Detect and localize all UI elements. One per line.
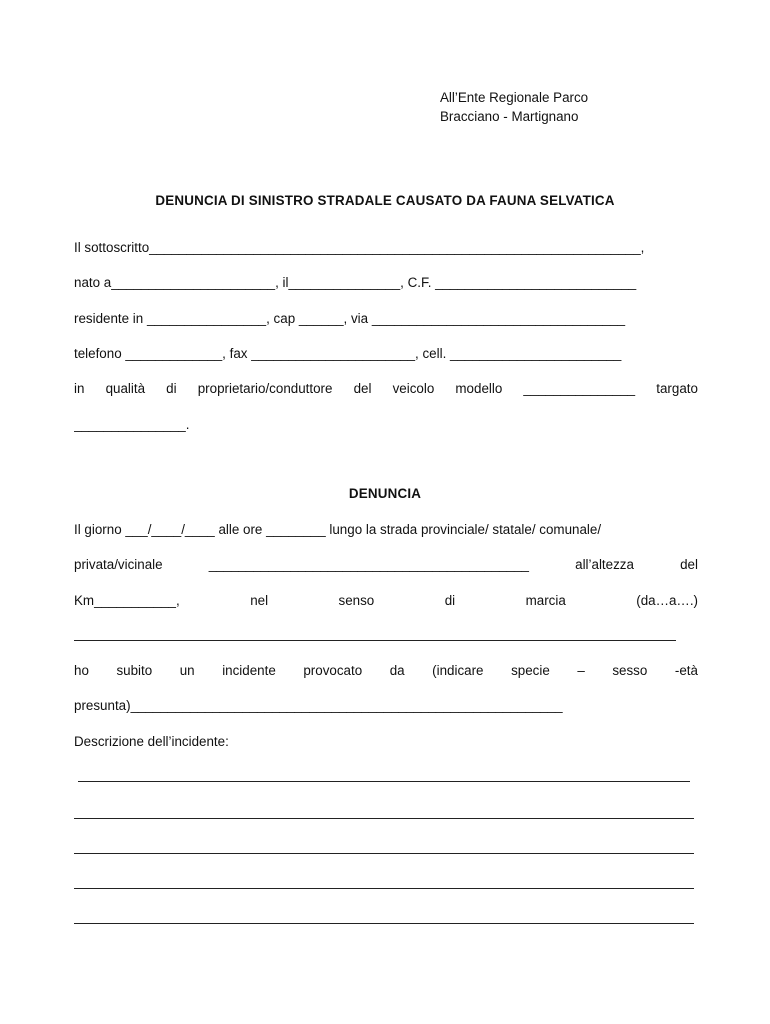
recipient-line-1: All’Ente Regionale Parco — [440, 90, 589, 105]
recipient-address — [440, 88, 588, 126]
document-title: DENUNCIA DI SINISTRO STRADALE CAUSATO DA FAUNA SELVATICA — [155, 193, 615, 208]
field-qualita[interactable] — [74, 381, 698, 396]
description-line[interactable] — [74, 923, 694, 924]
word: – — [577, 663, 585, 678]
field-telefono[interactable]: telefono _____________, fax ______________________, cell. _______________________ — [74, 346, 622, 361]
field-presunta[interactable]: presunta)__________________________________________________________ — [74, 698, 563, 713]
word: senso — [338, 593, 375, 608]
word: targato — [656, 381, 698, 396]
word: veicolo — [392, 381, 435, 396]
word: qualità — [105, 381, 146, 396]
word: (da…a….) — [636, 593, 698, 608]
description-line[interactable] — [74, 853, 694, 854]
word: di — [444, 593, 456, 608]
word: modello — [455, 381, 503, 396]
recipient-line-2: Bracciano - Martignano — [440, 109, 579, 124]
word: marcia — [525, 593, 566, 608]
description-line[interactable] — [74, 818, 694, 819]
word: ___________________________________________ — [208, 557, 529, 572]
field-nato[interactable]: nato a______________________, il_______________, C.F. ___________________________ — [74, 275, 637, 290]
word: specie — [511, 663, 550, 678]
section-title: DENUNCIA — [348, 486, 422, 501]
word: provocato — [303, 663, 363, 678]
word: _______________ — [523, 381, 636, 396]
field-privata[interactable] — [74, 557, 698, 572]
word: un — [179, 663, 195, 678]
word: di — [166, 381, 177, 396]
field-subito — [74, 663, 698, 678]
word: Km___________, — [74, 593, 180, 608]
descrizione-label: Descrizione dell’incidente: — [74, 734, 229, 749]
word: subito — [116, 663, 153, 678]
word: proprietario/conduttore — [197, 381, 333, 396]
word: (indicare — [432, 663, 484, 678]
word: nel — [250, 593, 269, 608]
word: del — [353, 381, 372, 396]
field-sottoscritto[interactable]: Il sottoscritto__________________________________________________________________, — [74, 240, 645, 255]
word: privata/vicinale — [74, 557, 163, 572]
word: sesso — [612, 663, 648, 678]
field-residente[interactable]: residente in ________________, cap ______, via __________________________________ — [74, 311, 626, 326]
word: -età — [674, 663, 698, 678]
field-targato[interactable]: _______________. — [74, 417, 190, 432]
word: in — [74, 381, 85, 396]
field-giorno[interactable]: Il giorno ___/____/____ alle ore ________ lungo la strada provinciale/ statale/ comunale/ — [74, 522, 602, 537]
word: del — [680, 557, 698, 572]
word: all’altezza — [575, 557, 634, 572]
blank-line-direction[interactable] — [74, 640, 676, 641]
word: ho — [74, 663, 89, 678]
word: incidente — [222, 663, 276, 678]
field-km[interactable] — [74, 593, 698, 608]
description-line[interactable] — [74, 888, 694, 889]
word: da — [389, 663, 405, 678]
description-line[interactable] — [78, 781, 690, 782]
